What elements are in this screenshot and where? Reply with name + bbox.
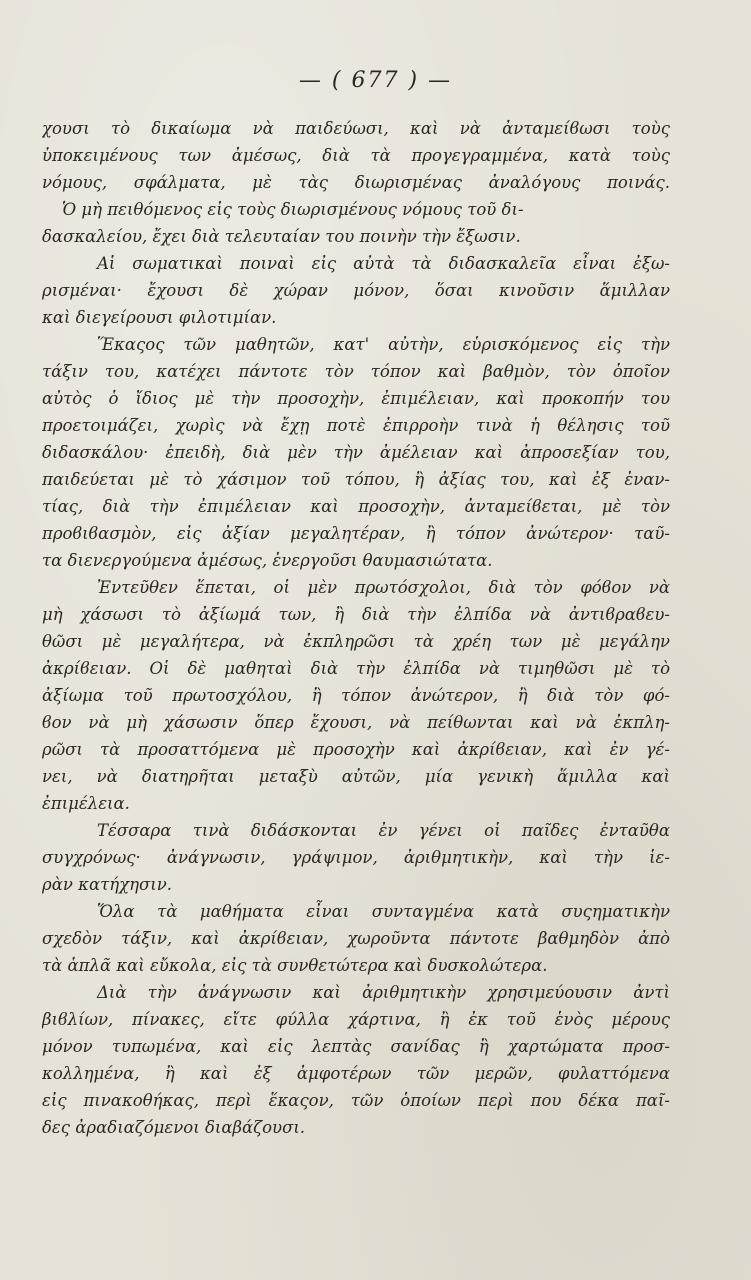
- text-line: δασκαλείου, ἔχει διὰ τελευταίαν του ποινὴν τὴν ἔξωσιν.: [42, 227, 521, 246]
- text-line: ἀκρίϐειαν. Οἱ δὲ μαθηταὶ διὰ τὴν ἐλπίδα νὰ τιμηθῶσι μὲ τὸ: [42, 659, 670, 678]
- text-line: δες ἀραδιαζόμενοι διαβάζουσι.: [42, 1118, 306, 1137]
- text-line: παιδεύεται μὲ τὸ χάσιμον τοῦ τόπου, ἢ ἀξίας του, καὶ ἐξ ἐναν-: [42, 470, 670, 489]
- body-text: [42, 115, 670, 1141]
- text-line: Ἕκαςος τῶν μαθητῶν, κατ' αὐτὴν, εὑρισκόμενος εἰς τὴν: [97, 335, 670, 354]
- text-line: προϐιϐασμὸν, εἰς ἀξίαν μεγαλητέραν, ἢ τόπον ἀνώτερον· ταῦ-: [42, 524, 670, 543]
- text-line: βιϐλίων, πίνακες, εἴτε φύλλα χάρτινα, ἢ ἐκ τοῦ ἑνὸς μέρους: [42, 1010, 670, 1029]
- text-line: νόμους, σφάλματα, μὲ τὰς διωρισμένας ἀναλόγους ποινάς.: [42, 173, 670, 192]
- text-line: Τέσσαρα τινὰ διδάσκονται ἐν γένει οἱ παῖδες ἐνταῦθα: [97, 821, 670, 840]
- text-line: εἰς πινακοθήκας, περὶ ἕκαςον, τῶν ὁποίων περὶ που δέκα παῖ-: [42, 1091, 670, 1110]
- text-line: ρισμέναι· ἔχουσι δὲ χώραν μόνον, ὅσαι κινοῦσιν ἅμιλλαν: [42, 281, 670, 300]
- text-line: προετοιμάζει, χωρὶς νὰ ἔχῃ ποτὲ ἐπιρροὴν τινὰ ἡ θέλησις τοῦ: [42, 416, 670, 435]
- text-line: ἀξίωμα τοῦ πρωτοσχόλου, ἢ τόπον ἀνώτερον, ἢ διὰ τὸν φό-: [42, 686, 670, 705]
- text-line: θῶσι μὲ μεγαλήτερα, νὰ ἐκπληρῶσι τὰ χρέη των μὲ μεγάλην: [42, 632, 670, 651]
- text-line: τὰ ἁπλᾶ καὶ εὔκολα, εἰς τὰ συνθετώτερα καὶ δυσκολώτερα.: [42, 956, 548, 975]
- text-line: σχεδὸν τάξιν, καὶ ἀκρίϐειαν, χωροῦντα πάντοτε βαθμηδὸν ἀπὸ: [42, 929, 670, 948]
- text-line: αὐτὸς ὁ ἴδιος μὲ τὴν προσοχὴν, ἐπιμέλειαν, καὶ προκοπήν του: [42, 389, 670, 408]
- text-line: τίας, διὰ τὴν ἐπιμέλειαν καὶ προσοχὴν, ἀνταμείϐεται, μὲ τὸν: [42, 497, 670, 516]
- text-line: ἐπιμέλεια.: [42, 794, 130, 813]
- text-line: ρὰν κατήχησιν.: [42, 875, 172, 894]
- text-line: ρῶσι τὰ προσαττόμενα μὲ προσοχὴν καὶ ἀκρίϐειαν, καὶ ἐν γέ-: [42, 740, 670, 759]
- text-line: Ἐντεῦθεν ἕπεται, οἱ μὲν πρωτόσχολοι, διὰ τὸν φόϐον νὰ: [97, 578, 670, 597]
- text-line: μὴ χάσωσι τὸ ἀξίωμά των, ἢ διὰ τὴν ἐλπίδα νὰ ἀντιϐραϐευ-: [42, 605, 670, 624]
- page-number-header: — ( 677 ) —: [298, 68, 453, 93]
- text-line: συγχρόνως· ἀνάγνωσιν, γράψιμον, ἀριθμητικὴν, καὶ τὴν ἱε-: [42, 848, 670, 867]
- text-line: Διὰ τὴν ἀνάγνωσιν καὶ ἀριθμητικὴν χρησιμεύουσιν ἀντὶ: [97, 983, 670, 1002]
- text-line: τα διενεργούμενα ἀμέσως, ἐνεργοῦσι θαυμασιώτατα.: [42, 551, 493, 570]
- text-line: μόνον τυπωμένα, καὶ εἰς λεπτὰς σανίδας ἢ χαρτώματα προσ-: [42, 1037, 670, 1056]
- text-line: διδασκάλου· ἐπειδὴ, διὰ μὲν τὴν ἀμέλειαν καὶ ἀπροσεξίαν του,: [42, 443, 670, 462]
- text-line: ὑποκειμένους των ἀμέσως, διὰ τὰ προγεγραμμένα, κατὰ τοὺς: [42, 146, 670, 165]
- text-line: Ὁ μὴ πειθόμενος εἰς τοὺς διωρισμένους νόμους τοῦ δι-: [62, 200, 524, 219]
- text-line: νει, νὰ διατηρῆται μεταξὺ αὐτῶν, μία γενικὴ ἅμιλλα καὶ: [42, 767, 670, 786]
- text-line: Αἱ σωματικαὶ ποιναὶ εἰς αὐτὰ τὰ διδασκαλεῖα εἶναι ἐξω-: [97, 254, 670, 273]
- text-line: καὶ διεγείρουσι φιλοτιμίαν.: [42, 308, 277, 327]
- text-line: Ὅλα τὰ μαθήματα εἶναι συνταγμένα κατὰ συςηματικὴν: [97, 902, 670, 921]
- text-line: χουσι τὸ δικαίωμα νὰ παιδεύωσι, καὶ νὰ ἀνταμείϐωσι τοὺς: [42, 119, 670, 138]
- text-line: ϐον νὰ μὴ χάσωσιν ὅπερ ἔχουσι, νὰ πείθωνται καὶ νὰ ἐκπλη-: [42, 713, 670, 732]
- text-line: τάξιν του, κατέχει πάντοτε τὸν τόπον καὶ βαθμὸν, τὸν ὁποῖον: [42, 362, 670, 381]
- text-line: κολλημένα, ἢ καὶ ἐξ ἀμφοτέρων τῶν μερῶν, φυλαττόμενα: [42, 1064, 670, 1083]
